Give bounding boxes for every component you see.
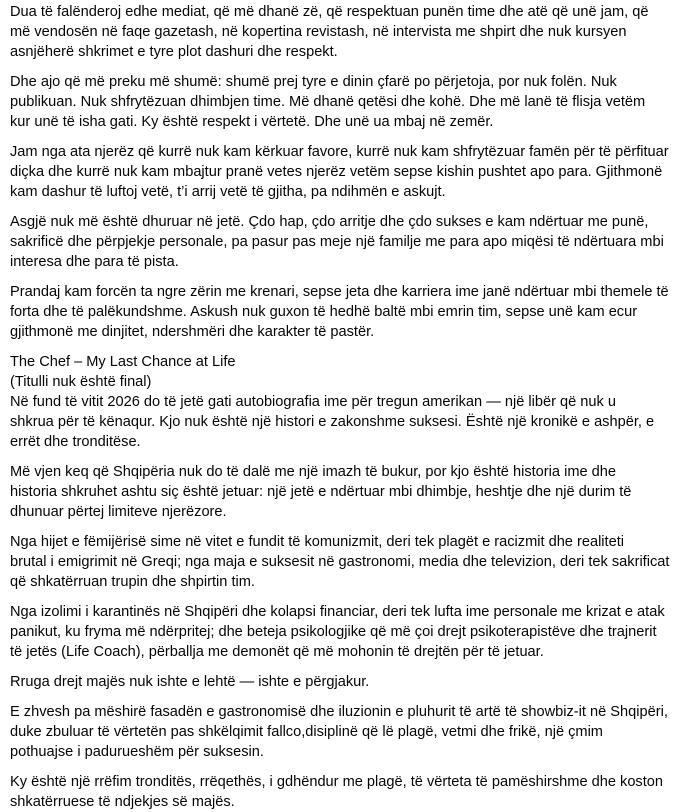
text-line: brutal i emigrimit në Greqi; nga maja e suksesit në gastronomi, media dhe televizion, deri tek sakrificat xyxy=(10,554,670,570)
paragraph-childhood xyxy=(10,532,689,592)
text-line: Nga hijet e fëmijërisë sime në vitet e fundit të komunizmit, deri tek plagët e racizmit dhe realiteti xyxy=(10,534,625,550)
text-line: errët dhe tronditëse. xyxy=(10,434,141,450)
text-line: sakrificë dhe përpjekje personale, pa pasur pas meje një familje me para apo miqësi të ndërtuara mbi xyxy=(10,234,664,250)
text-line: pothuajse i padurueshëm për suksesin. xyxy=(10,744,264,760)
text-line: Jam nga ata njerëz që kurrë nuk kam kërkuar favore, kurrë nuk kam shfrytëzuar famën për të përfituar xyxy=(10,144,669,160)
text-line: Rruga drejt majës nuk ishte e lehtë — ishte e përgjakur. xyxy=(10,674,370,690)
text-line: asnjëherë shkrimet e tyre plot dashuri dhe respekt. xyxy=(10,44,338,60)
book-title-note: (Titulli nuk është final) xyxy=(10,374,152,390)
paragraph-quarantine xyxy=(10,602,689,662)
text-line: interesa dhe para të pista. xyxy=(10,254,179,270)
paragraph-nothing-given xyxy=(10,212,689,272)
text-line: duke zbuluar të vërtetën pas shkëlqimit fallco,disiplinë që lë plagë, vetmi dhe frikë, një çmim xyxy=(10,724,603,740)
text-line: Prandaj kam forcën ta ngre zërin me krenari, sepse jeta dhe karriera ime janë ndërtuar mbi themele të xyxy=(10,284,669,300)
text-line: Në fund të vitit 2026 do të jetë gati autobiografia ime për tregun amerikan — një libër që nuk u xyxy=(10,394,617,410)
text-line: shkatërruese të ndjekjes së majës. xyxy=(10,794,235,810)
text-line: diçka dhe kurrë nuk kam mbajtur pranë vetes njerëz vetëm sepse kishin pushtet apo para. Gjithmonë xyxy=(10,164,663,180)
text-line: shkrua për të kënaqur. Kjo nuk është një histori e zakonshme suksesi. Është një kronikë e ashpër, e xyxy=(10,414,655,430)
paragraph-no-favors xyxy=(10,142,689,202)
text-line: më vendosën në faqe gazetash, në kopertina revistash, në intervista me shpirt dhe nuk kursyen xyxy=(10,24,627,40)
paragraph-facade xyxy=(10,702,689,762)
text-line: Nga izolimi i karantinës në Shqipëri dhe kolapsi financiar, deri tek lufta ime personale me krizat e atak xyxy=(10,604,665,620)
text-line: kur unë të isha gati. Ky është respekt i vërtetë. Dhe unë ua mbaj në zemër. xyxy=(10,114,494,130)
paragraph-media-thanks xyxy=(10,2,689,62)
paragraph-albania-image xyxy=(10,462,689,522)
paragraph-closing xyxy=(10,772,689,812)
text-line: Ky është një rrëfim tronditës, rrëqethës, i gdhëndur me plagë, të vërteta të pamëshirshme dhe koston xyxy=(10,774,664,790)
text-line: Asgjë nuk më është dhuruar në jetë. Çdo hap, çdo arritje dhe çdo sukses e kam ndërtuar me punë, xyxy=(10,214,649,230)
text-line: panikut, ku fryma më ndërpritej; dhe beteja psikologjike që më çoi drejt psikoterapistëve dhe trajnerit xyxy=(10,624,657,640)
text-line: historia shkruhet ashtu siç është jetuar: një jetë e ndërtuar mbi dhimbje, heshtje dhe një durim të xyxy=(10,484,632,500)
text-line: Dua të falënderoj edhe mediat, që më dhanë zë, që respektuan punën time dhe atë që unë jam, që xyxy=(10,4,649,20)
text-line: që shkatërruan trupin dhe shpirtin tim. xyxy=(10,574,255,590)
text-line: publikuan. Nuk shfrytëzuan dhimbjen time. Më dhanë qetësi dhe kohë. Dhe më lanë të flisja vetëm xyxy=(10,94,646,110)
paragraph-respect xyxy=(10,72,689,132)
text-line: Më vjen keq që Shqipëria nuk do të dalë me një imazh të bukur, por kjo është historia ime dhe xyxy=(10,464,616,480)
paragraph-pride xyxy=(10,282,689,342)
text-line: E zhvesh pa mëshirë fasadën e gastronomisë dhe iluzionin e pluhurit të artë të showbiz-it në Shqipëri, xyxy=(10,704,668,720)
text-line: Dhe ajo që më preku më shumë: shumë prej tyre e dinin çfarë po përjetoja, por nuk folën. Nuk xyxy=(10,74,617,90)
text-line: gjithmonë me dinjitet, ndershmëri dhe karakter të pastër. xyxy=(10,324,375,340)
text-line: forta dhe të palëkundshme. Askush nuk guxon të hedhë baltë mbi emrin tim, sepse unë kam ecur xyxy=(10,304,638,320)
paragraph-road xyxy=(10,672,689,692)
text-line: kam dashur të luftoj vetë, t’i arrij vetë të gjitha, pa ndihmën e askujt. xyxy=(10,184,446,200)
paragraph-book-announcement xyxy=(10,352,689,452)
book-title: The Chef – My Last Chance at Life xyxy=(10,354,236,370)
text-line: të jetës (Life Coach), përballja me demonët që më mohonin të drejtën për të jetuar. xyxy=(10,644,544,660)
text-line: dhunuar përtej limiteve njerëzore. xyxy=(10,504,227,520)
